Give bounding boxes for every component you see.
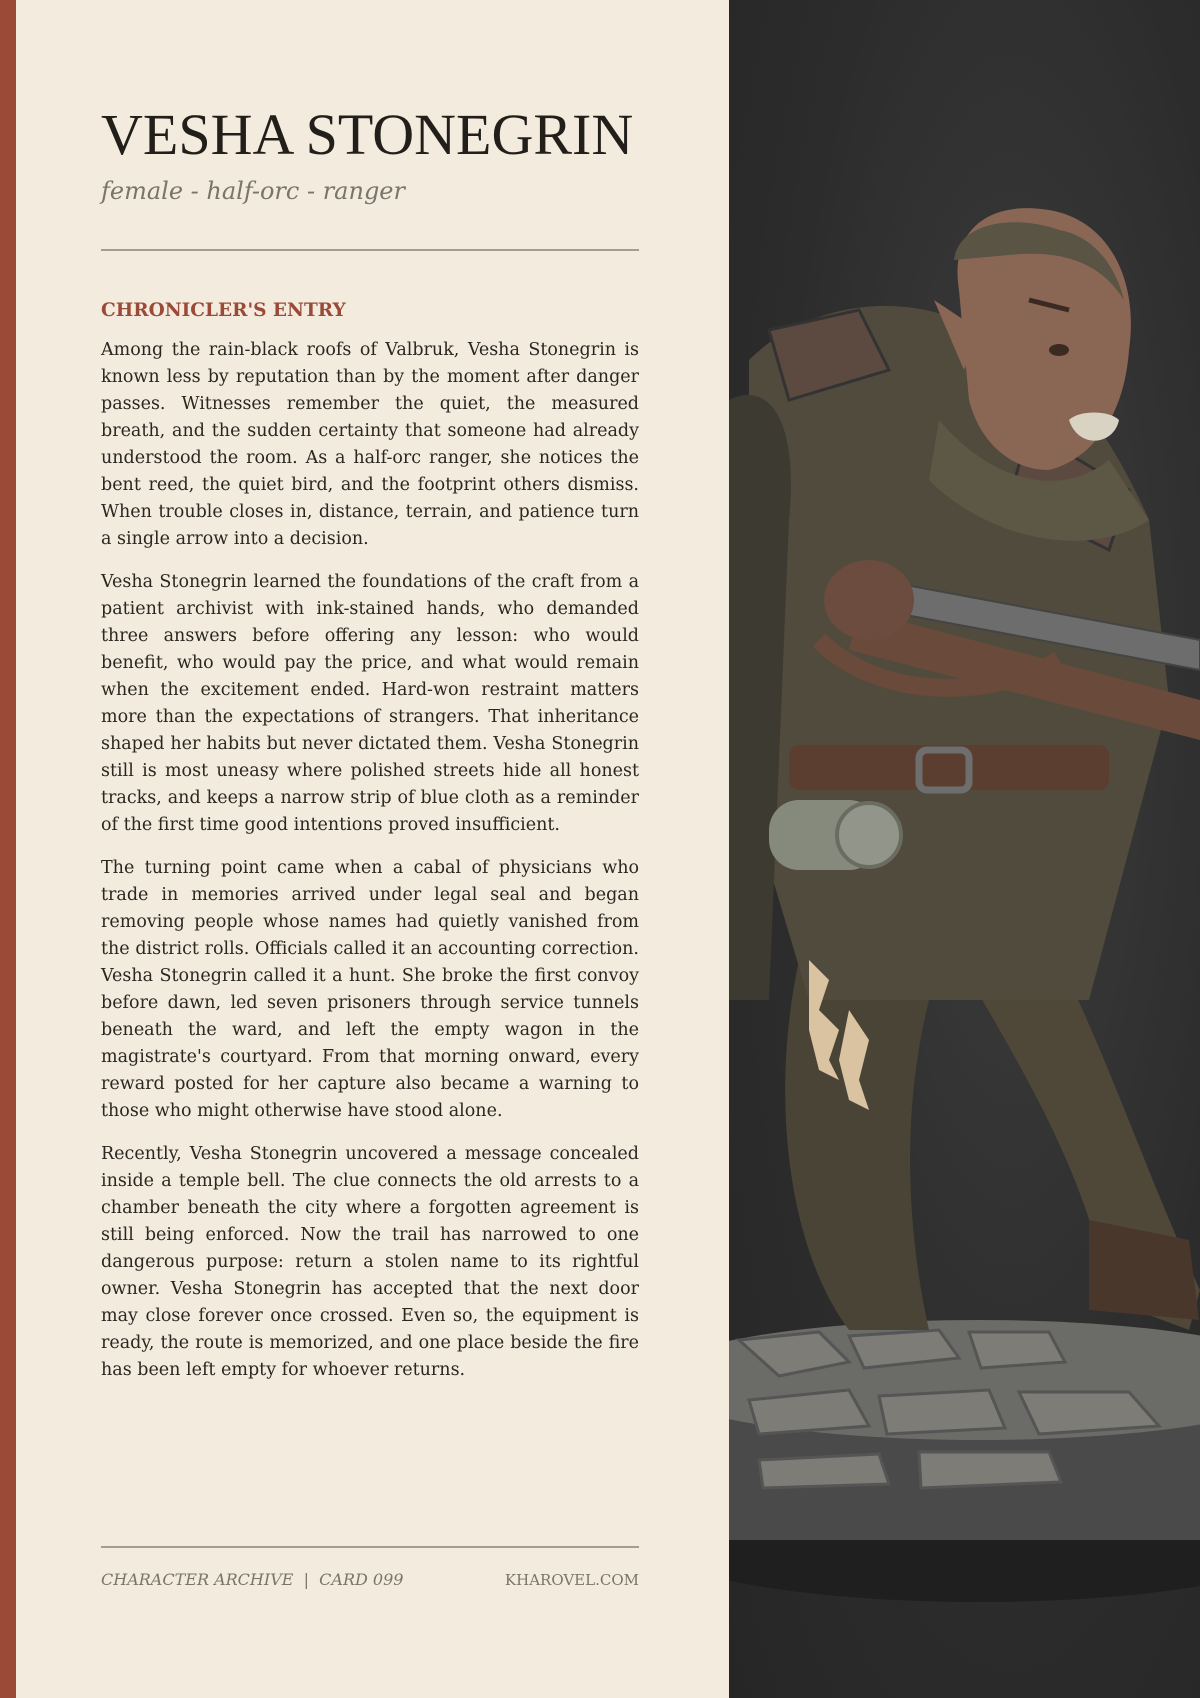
section-heading: CHRONICLER'S ENTRY (101, 300, 346, 321)
character-name: VESHA STONEGRIN (101, 102, 634, 167)
header-divider (101, 249, 639, 251)
entry-paragraph: Among the rain-black roofs of Valbruk, Vesha Stonegrin is known less by reputation than by the moment after danger passes. Witnesses remember the quiet, the measured breath, and the sudden certainty that someone had already understood the room. As a half-orc ranger, she notices the bent reed, the quiet bird, and the footprint others dismiss. When trouble closes in, distance, terrain, and patience turn a single arrow into a decision. (101, 340, 639, 549)
character-subtitle: female - half-orc - ranger (101, 177, 405, 205)
entry-paragraph: The turning point came when a cabal of physicians who trade in memories arrived under legal seal and began removing people whose names had quietly vanished from the district rolls. Officials called it an accounting correction. Vesha Stonegrin called it a hunt. She broke the first convoy before dawn, led seven prisoners through service tunnels beneath the ward, and left the empty wagon in the magistrate's courtyard. From that morning onward, every reward posted for her capture also became a warning to those who might otherwise have stood alone. (101, 858, 639, 1121)
entry-body (101, 337, 639, 1400)
archive-label: CHARACTER ARCHIVE | CARD 099 (101, 1570, 404, 1589)
character-miniature-image (729, 0, 1200, 1698)
site-label: KHAROVEL.COM (504, 1571, 639, 1589)
miniature-illustration (729, 0, 1200, 1698)
character-text-panel (16, 0, 729, 1698)
footer-divider (101, 1546, 639, 1548)
accent-bar (0, 0, 16, 1698)
entry-paragraph: Vesha Stonegrin learned the foundations of the craft from a patient archivist with ink-stained hands, who demanded three answers before offering any lesson: who would benefit, who would pay the price, and what would remain when the excitement ended. Hard-won restraint matters more than the expectations of strangers. That inheritance shaped her habits but never dictated them. Vesha Stonegrin still is most uneasy where polished streets hide all honest tracks, and keeps a narrow strip of blue cloth as a reminder of the first time good intentions proved insufficient. (101, 572, 639, 835)
entry-paragraph: Recently, Vesha Stonegrin uncovered a message concealed inside a temple bell. The clue connects the old arrests to a chamber beneath the city where a forgotten agreement is still being enforced. Now the trail has narrowed to one dangerous purpose: return a stolen name to its rightful owner. Vesha Stonegrin has accepted that the next door may close forever once crossed. Even so, the equipment is ready, the route is memorized, and one place beside the fire has been left empty for whoever returns. (101, 1144, 639, 1380)
